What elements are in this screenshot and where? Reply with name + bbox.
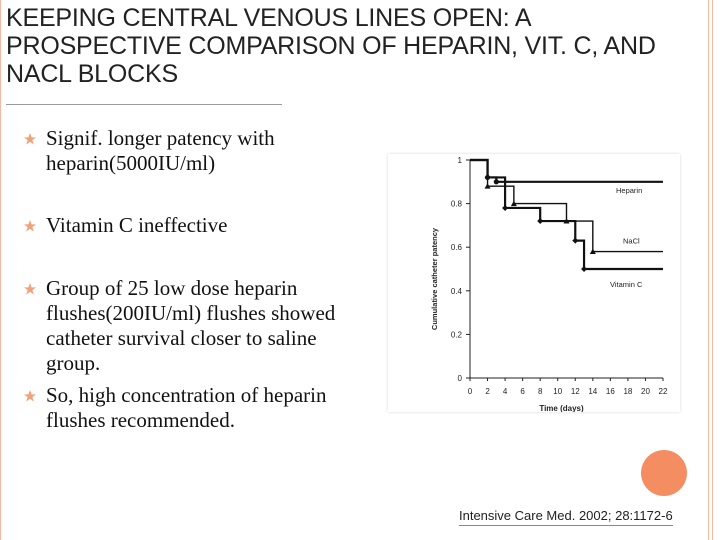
x-tick-label: 8 bbox=[537, 387, 543, 396]
y-tick-label: 0.4 bbox=[450, 286, 462, 296]
bullet-star-icon bbox=[24, 390, 36, 402]
x-tick-label: 10 bbox=[553, 387, 563, 396]
bullet-list bbox=[24, 126, 354, 433]
bullet-text: Vitamin C ineffective bbox=[46, 213, 228, 237]
survival-chart bbox=[388, 154, 680, 412]
y-tick-label: 0 bbox=[457, 374, 462, 383]
data-point bbox=[494, 179, 499, 184]
data-point bbox=[537, 218, 543, 224]
legend-label-vitamin-c: Vitamin C bbox=[610, 280, 643, 289]
y-tick-label: 1 bbox=[457, 156, 462, 165]
bullet-text: Group of 25 low dose heparin flushes(200IU/ml) flushes showed catheter survival closer to saline group. bbox=[46, 276, 336, 375]
decorative-circle bbox=[641, 450, 687, 496]
frame-line-right-2 bbox=[712, 0, 713, 540]
citation-underline bbox=[459, 525, 673, 526]
citation bbox=[459, 508, 673, 523]
legend-label-heparin: Heparin bbox=[616, 185, 643, 195]
y-tick-label: 0.8 bbox=[450, 199, 462, 209]
x-tick-label: 6 bbox=[520, 387, 525, 396]
bullet-text: Signif. longer patency with heparin(5000IU/ml) bbox=[46, 126, 275, 175]
frame-line-right-1 bbox=[708, 0, 709, 540]
bullet-text: So, high concentration of heparin flushes recommended. bbox=[46, 383, 327, 432]
bullet-item bbox=[24, 126, 354, 176]
slide-title: KEEPING CENTRAL VENOUS LINES OPEN: A PROSPECTIVE COMPARISON OF HEPARIN, VIT. C, AND NACL BLOCKS bbox=[6, 4, 656, 88]
x-axis-label: Time (days) bbox=[539, 404, 584, 412]
x-tick-label: 20 bbox=[641, 387, 650, 396]
x-tick-label: 2 bbox=[485, 387, 490, 396]
data-point bbox=[502, 205, 508, 211]
data-point bbox=[581, 266, 587, 272]
x-tick-label: 16 bbox=[605, 387, 615, 396]
legend-label-nacl: NaCl bbox=[623, 236, 640, 246]
x-tick-label: 4 bbox=[502, 387, 508, 396]
bullet-star-icon bbox=[24, 220, 36, 232]
bullet-item bbox=[24, 276, 354, 376]
bullet-star-icon bbox=[24, 133, 36, 145]
x-tick-label: 22 bbox=[658, 387, 668, 396]
y-tick-label: 0.2 bbox=[450, 330, 462, 340]
y-axis-label: Cumulative catheter patency bbox=[430, 227, 439, 331]
data-point bbox=[572, 238, 578, 244]
x-tick-label: 0 bbox=[467, 387, 473, 396]
bullet-item bbox=[24, 213, 354, 238]
title-underline bbox=[6, 104, 282, 105]
data-point bbox=[485, 174, 491, 180]
bullet-item bbox=[24, 383, 354, 433]
x-tick-label: 14 bbox=[588, 387, 598, 396]
x-tick-label: 18 bbox=[623, 387, 633, 396]
bullet-star-icon bbox=[24, 283, 36, 295]
survival-chart-panel bbox=[388, 154, 680, 412]
x-tick-label: 12 bbox=[570, 387, 580, 396]
citation-text: Intensive Care Med. 2002; 28:1172-6 bbox=[459, 508, 673, 523]
y-tick-label: 0.6 bbox=[450, 243, 462, 253]
frame-line-left bbox=[0, 0, 1, 540]
